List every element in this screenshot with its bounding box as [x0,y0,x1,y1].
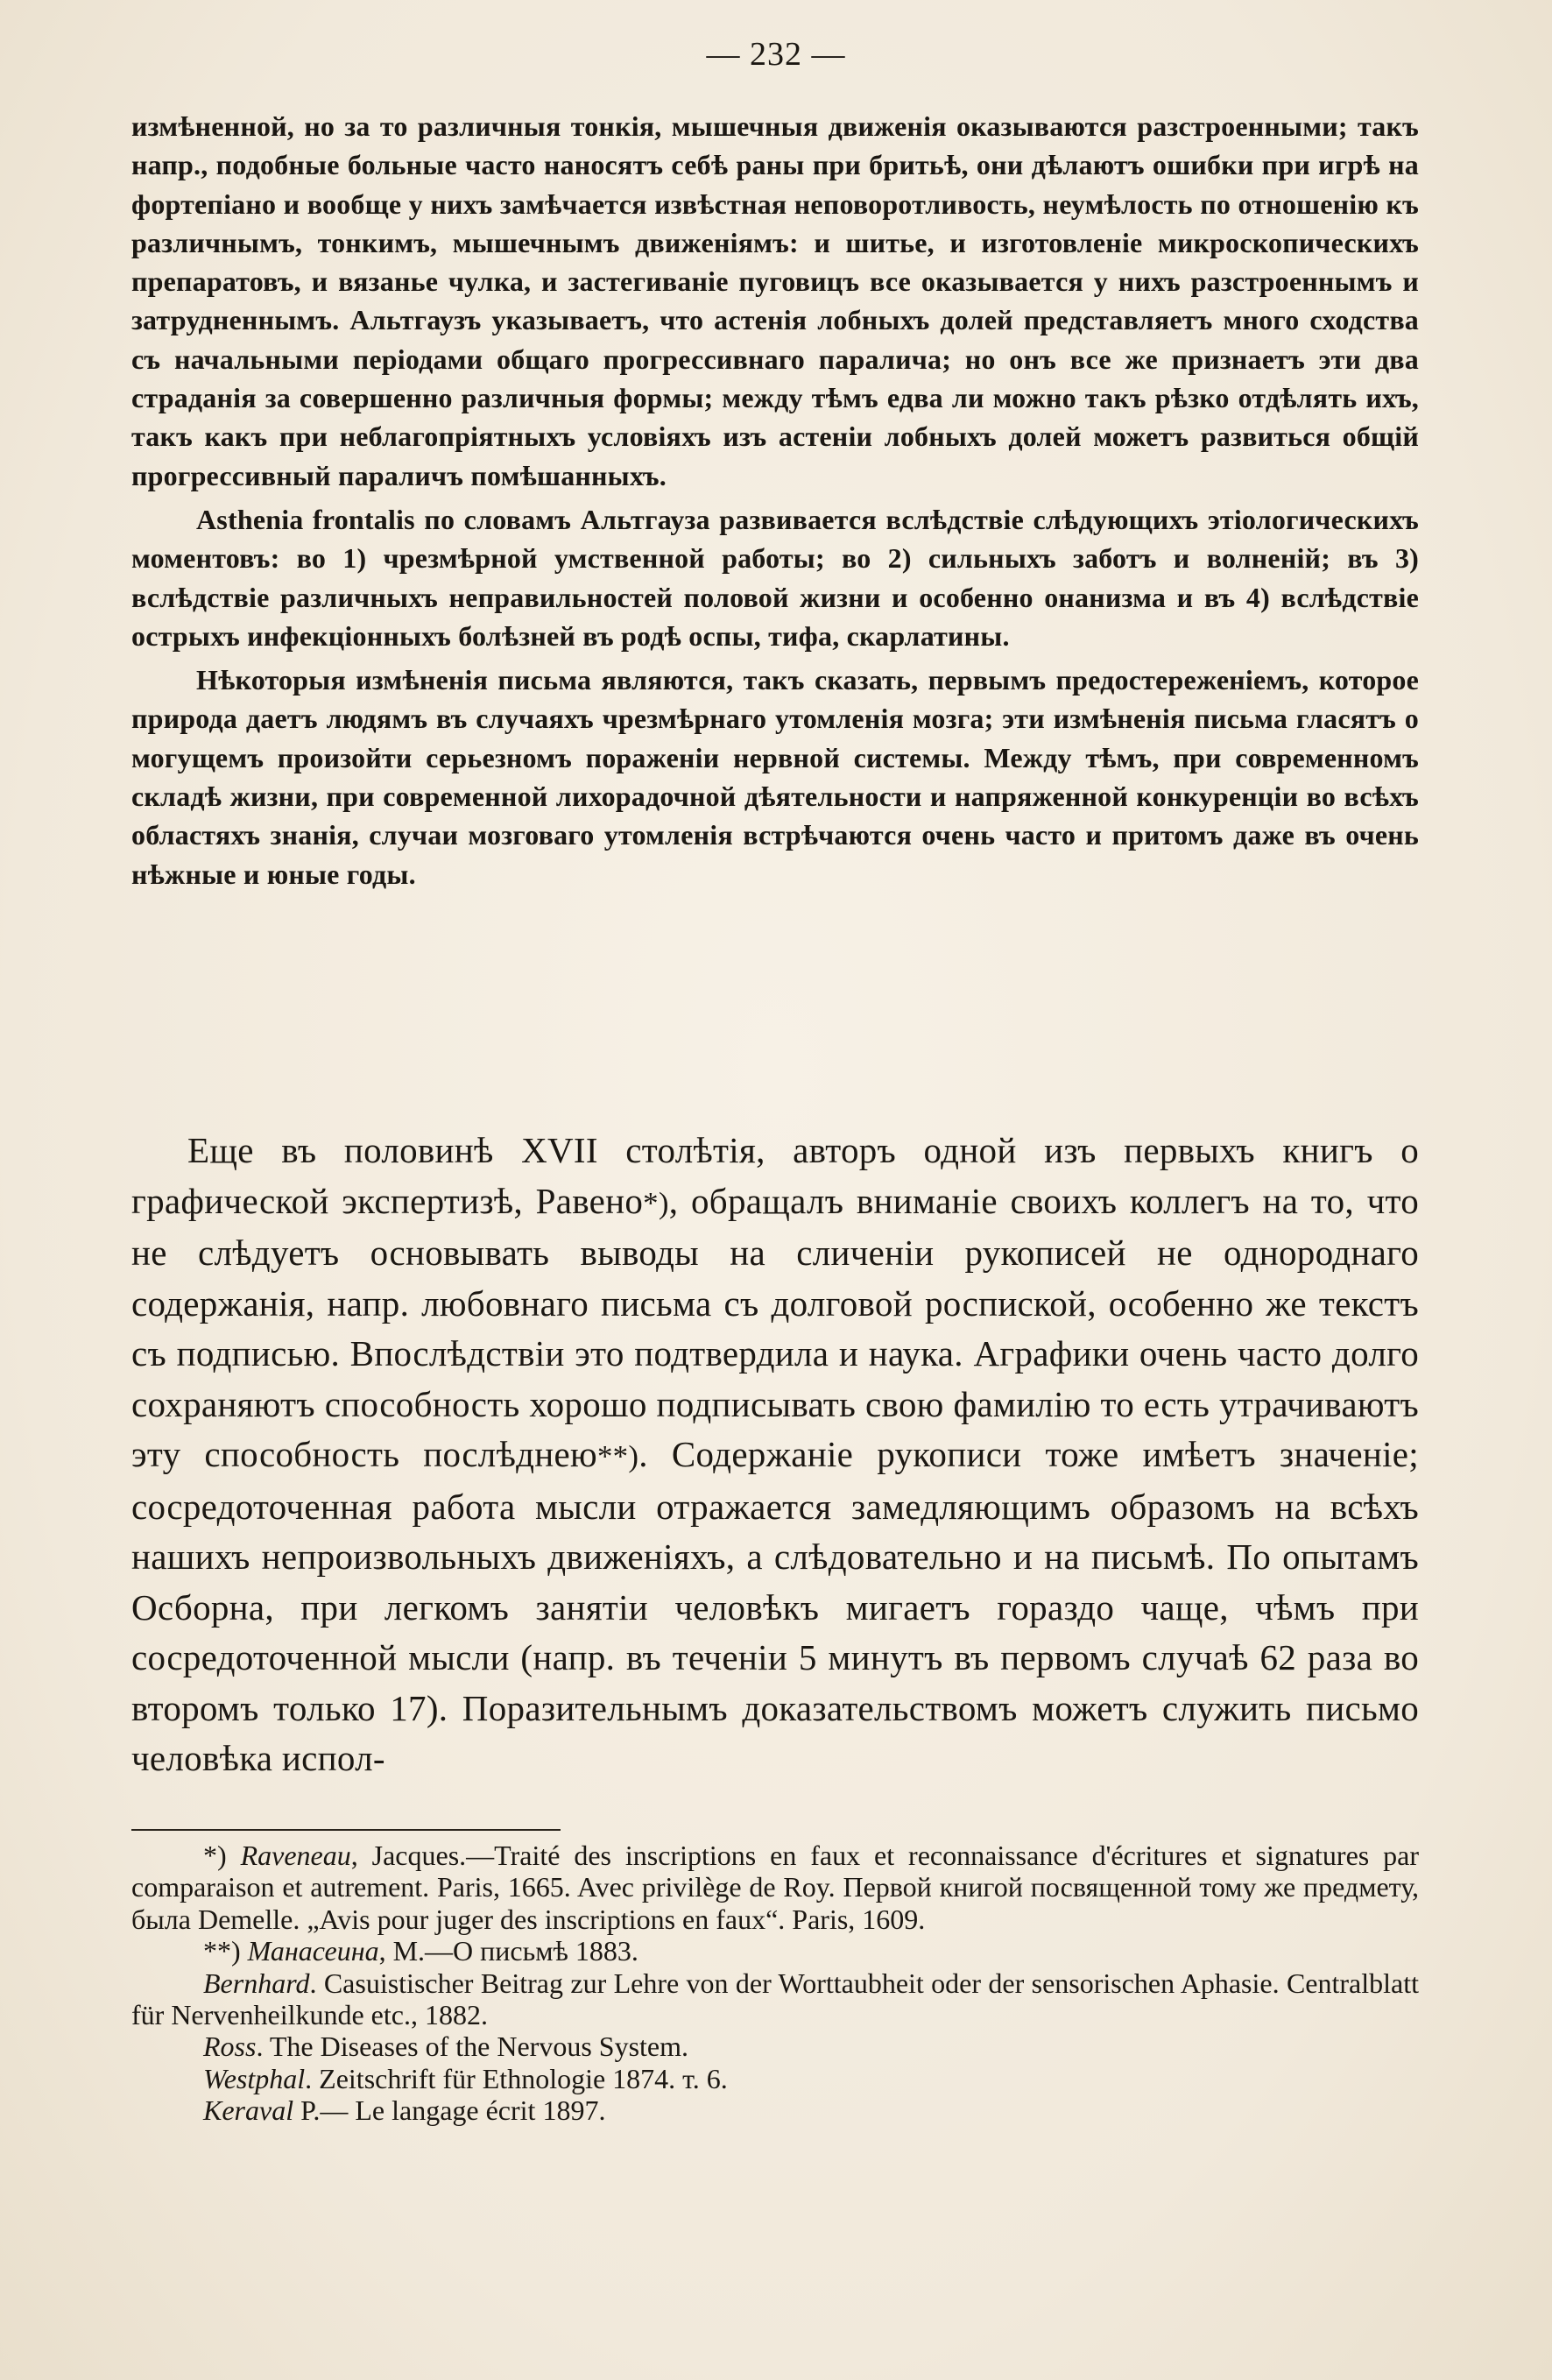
footnote-text: P.— Le langage écrit 1897. [293,2094,606,2127]
footnote-keraval [131,2094,1419,2126]
footnote-text: . Zeitschrift für Ethnologie 1874. т. 6. [305,2062,728,2094]
footnote-text: , Jacques.—Traité des inscriptions en faux et reconnaissance d'écritures et signatures par comparaison et autrement. Paris, 1665. Avec privilège de Roy. Первой книгой посвященной тому же предмету, была Demelle. „Avis pour juger des inscriptions en faux“. Paris, 1609. [131,1840,1420,1935]
paragraph-asthenia-etiology: Asthenia frontalis по словамъ Альтгауза развивается вслѣдствіе слѣдующихъ этіологическихъ моментовъ: во 1) чрезмѣрной умственной работы; во 2) сильныхъ заботъ и волненій; въ 3) вслѣдствіе различныхъ неправильностей половой жизни и особенно онанизма и въ 4) вслѣдствіе острыхъ инфекціонныхъ болѣзней въ родѣ оспы, тифа, скарлатины. [131,503,1419,652]
main-text-part-1: Еще въ половинѣ XVII столѣтія, авторъ одной изъ первыхъ книгъ о графической экспертизѣ, Равено [131,1130,1419,1221]
footnote-text: . Casuistischer Beitrag zur Lehre von der Worttaubheit oder der sensorischen Aphasie. Centralblatt für Nervenheilkunde etc., 1882. [131,1967,1419,2031]
footnote-manaseina [131,1935,1419,1967]
main-text-part-2: , обращалъ вниманіе своихъ коллегъ на то, что не слѣдуетъ основывать выводы на сличеніи рукописей не однороднаго содержанія, напр. любовнаго письма съ долговой роспиской, особенно же текстъ съ подписью. Впослѣдствіи это подтвердила и наука. Аграфики очень часто долго сохраняютъ способность хорошо подписывать свою фамилію то есть утрачиваютъ эту способность послѣднею [131,1180,1419,1474]
page-number: — 232 — [706,36,846,73]
footnote-author: Raveneau [240,1840,351,1871]
footnote-author: Ross [203,2030,257,2063]
footnote-author: Bernhard [203,1967,310,1999]
footnote-mark: *) [203,1840,241,1871]
footnote-author: Манасеина [247,1935,379,1967]
footnote-mark-1[interactable]: *) [643,1185,669,1220]
footnote-author: Keraval [203,2094,294,2127]
footnotes-section [131,1840,1419,2127]
footnote-raveneau [131,1840,1419,1935]
paragraph-writing-changes: Нѣкоторыя измѣненія письма являются, такъ сказать, первымъ предостереженіемъ, которое природа даетъ людямъ въ случаяхъ чрезмѣрнаго утомленія мозга; эти измѣненія письма гласятъ о могущемъ произойти серьезномъ пораженіи нервной системы. Между тѣмъ, при современномъ складѣ жизни, при современной лихорадочной дѣятельности и напряженной конкуренціи во всѣхъ областяхъ знанія, случаи мозговаго утомленія встрѣчаются очень часто и притомъ даже въ очень нѣжные и юные годы. [131,664,1419,890]
footnote-divider [131,1829,561,1831]
footnote-mark-2[interactable]: **) [596,1439,639,1473]
footnote-ross [131,2030,1419,2062]
small-print-section [131,107,1419,893]
main-text-part-3: . Содержаніе рукописи тоже имѣетъ значеніе; сосредоточенная работа мысли отражается замедляющимъ образомъ на всѣхъ нашихъ непроизвольныхъ движеніяхъ, а слѣдовательно и на письмѣ. По опытамъ Осборна, при легкомъ занятіи человѣкъ мигаетъ гораздо чаще, чѣмъ при сосредоточенной мысли (напр. въ теченіи 5 минутъ въ первомъ случаѣ 62 раза во второмъ только 17). Поразительнымъ доказательствомъ можетъ служить письмо человѣка испол- [131,1434,1419,1778]
main-text-section [131,1126,1419,1784]
paragraph-asthenia-symptoms: измѣненной, но за то различныя тонкія, мышечныя движенія оказываются разстроенными; такъ напр., подобные больные часто наносятъ себѣ раны при бритьѣ, они дѣлаютъ ошибки при игрѣ на фортепіано и вообще у нихъ замѣчается извѣстная неповоротливость, неумѣлость по отношенію къ различнымъ, тонкимъ, мышечнымъ движеніямъ: и шитье, и изготовленіе микроскопическихъ препаратовъ, и вязанье чулка, и застегиваніе пуговицъ все оказывается у нихъ разстроеннымъ и затрудненнымъ. Альтгаузъ указываетъ, что астенія лобныхъ долей представляетъ много сходства съ начальными періодами общаго прогрессивнаго паралича; но онъ все же признаетъ эти два страданія за совершенно различныя формы; между тѣмъ едва ли можно такъ рѣзко отдѣлять ихъ, такъ какъ при неблагопріятныхъ условіяхъ изъ астеніи лобныхъ долей можетъ развиться общій прогрессивный параличъ помѣшанныхъ. [131,110,1419,491]
footnote-mark: **) [203,1935,248,1967]
footnote-bernhard [131,1967,1419,2031]
paragraph-graphic-expertise [131,1126,1419,1784]
footnote-text: . The Diseases of the Nervous System. [256,2030,688,2063]
footnote-westphal [131,2063,1419,2094]
footnote-text: , М.—О письмѣ 1883. [378,1935,638,1967]
footnote-author: Westphal [203,2062,306,2094]
